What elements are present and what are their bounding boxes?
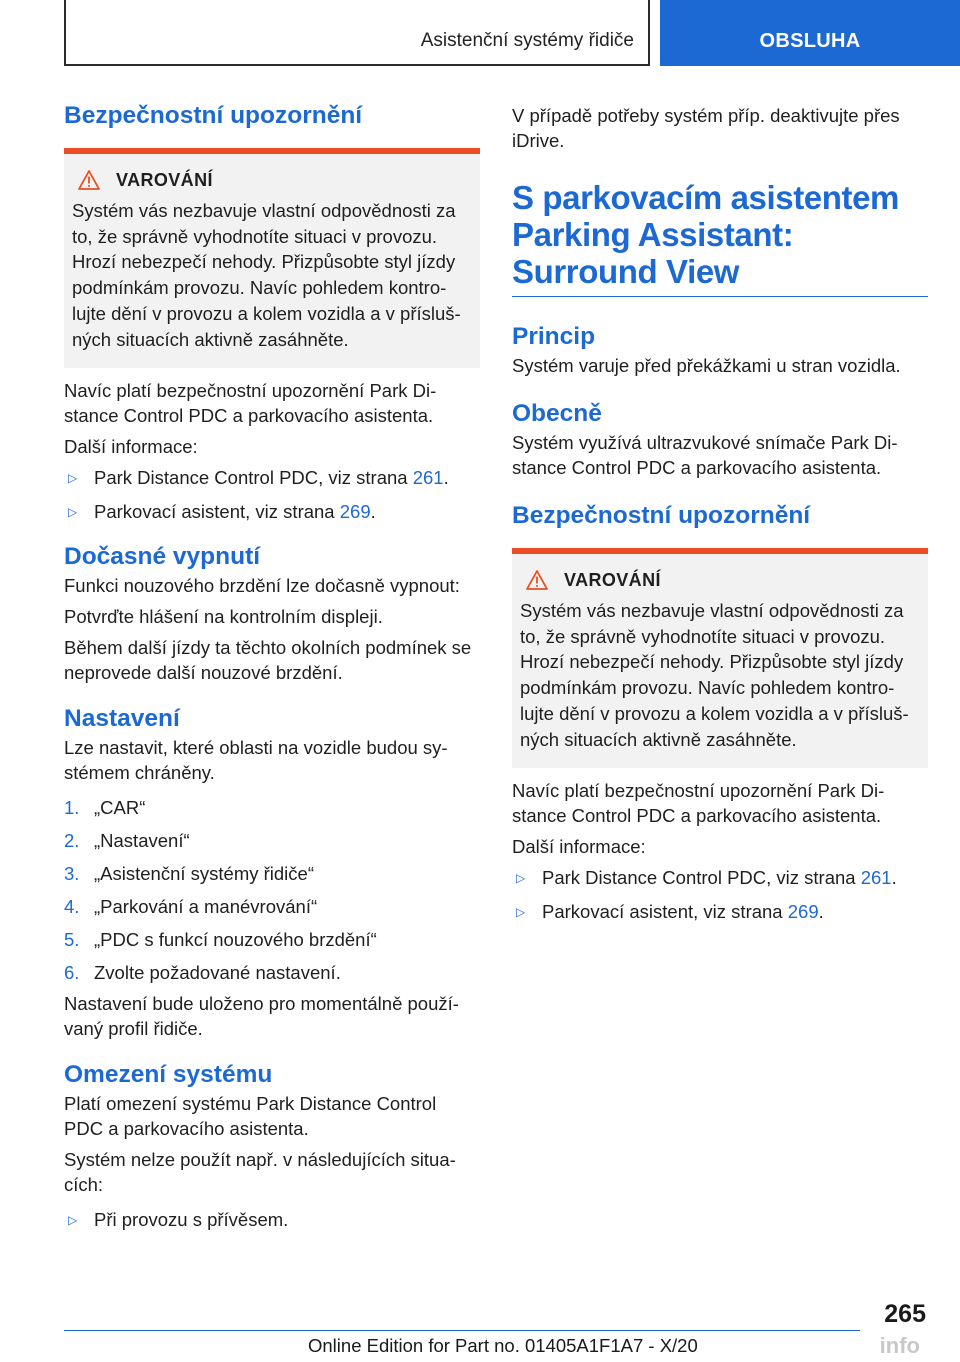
main-heading-line: Parking Assistant: bbox=[512, 216, 794, 253]
limits-text-1: Platí omezení systému Park Distance Control PDC a parkovacího asistenta. bbox=[64, 1093, 437, 1140]
list-item: 3. „Asistenční systémy řidiče“ bbox=[64, 863, 314, 885]
warning-label: VAROVÁNÍ bbox=[116, 169, 213, 190]
settings-heading: Nastavení bbox=[64, 705, 180, 733]
section-title: Asistenční systémy řidiče bbox=[420, 30, 634, 51]
warning-box bbox=[64, 148, 480, 368]
main-heading-line: Surround View bbox=[512, 253, 740, 290]
page-link[interactable]: 269 bbox=[787, 901, 819, 923]
general-text: Systém využívá ultrazvukové snímače Park Di-stance Control PDC a parkovacího asistenta. bbox=[512, 432, 898, 478]
list-item: ▷ Parkovací asistent, viz strana 269. bbox=[64, 499, 480, 525]
footer-rule bbox=[64, 1330, 860, 1331]
header-section-box bbox=[64, 0, 650, 66]
bullet-triangle-icon: ▷ bbox=[68, 471, 78, 486]
limits-list bbox=[64, 1207, 480, 1233]
page-number: 265 bbox=[884, 1300, 926, 1328]
safety-heading: Bezpečnostní upozornění bbox=[512, 502, 811, 529]
list-item: ▷ Parkovací asistent, viz strana 269. bbox=[512, 899, 928, 925]
warning-triangle-icon bbox=[78, 170, 100, 190]
settings-note: Nastavení bude uloženo pro momentálně použí-vaný profil řidiče. bbox=[64, 993, 459, 1040]
pause-text-2: Potvrďte hlášení na kontrolním displeji. bbox=[64, 606, 383, 628]
general-heading: Obecně bbox=[512, 400, 602, 427]
watermark: info bbox=[879, 1333, 920, 1358]
page-link[interactable]: 261 bbox=[412, 467, 444, 489]
chapter-tab-label: OBSLUHA bbox=[759, 30, 861, 52]
warning-text: Systém vás nezbavuje vlastní odpovědnosti za to, že správně vyhodnotíte situaci v provozu. Hrozí nebezpečí nehody. Přizpůsobte styl jízdy podmínkám provozu. Navíc pohledem kontro-lujte dění v provozu a kolem vozidla a v přísluš-ných situacích aktivně zasáhněte. bbox=[520, 600, 909, 750]
settings-steps bbox=[64, 795, 480, 985]
limits-text-2: Systém nelze použít např. v následujících situa-cích: bbox=[64, 1149, 456, 1196]
list-item: ▷ Park Distance Control PDC, viz strana 261. bbox=[64, 465, 480, 491]
pause-heading: Dočasné vypnutí bbox=[64, 543, 261, 571]
pause-text-1: Funkci nouzového brzdění lze dočasně vypnout: bbox=[64, 575, 460, 597]
warning-label: VAROVÁNÍ bbox=[564, 569, 661, 590]
list-item: 6. Zvolte požadované nastavení. bbox=[64, 962, 341, 984]
safety-note: Navíc platí bezpečnostní upozornění Park Di-stance Control PDC a parkovacího asistenta. bbox=[512, 780, 885, 827]
deactivate-text: V případě potřeby systém příp. deaktivujte přes iDrive. bbox=[512, 105, 900, 151]
pause-text-3: Během další jízdy ta těchto okolních podmínek se neprovede další nouzové brzdění. bbox=[64, 637, 472, 684]
warning-header bbox=[78, 168, 470, 192]
main-heading bbox=[512, 179, 928, 290]
more-info-label: Další informace: bbox=[64, 436, 198, 458]
principle-heading: Princip bbox=[512, 323, 596, 350]
chapter-tab[interactable] bbox=[660, 0, 960, 66]
warning-box bbox=[512, 548, 928, 768]
warning-text: Systém vás nezbavuje vlastní odpovědnosti za to, že správně vyhodnotíte situaci v provozu. Hrozí nebezpečí nehody. Přizpůsobte styl jízdy podmínkám provozu. Navíc pohledem kontro-lujte dění v provozu a kolem vozidla a v přísluš-ných situacích aktivně zasáhněte. bbox=[72, 200, 461, 350]
bullet-triangle-icon: ▷ bbox=[516, 905, 526, 920]
bullet-triangle-icon: ▷ bbox=[516, 871, 526, 886]
limits-heading: Omezení systému bbox=[64, 1061, 273, 1089]
list-item: 5. „PDC s funkcí nouzového brzdění“ bbox=[64, 929, 377, 951]
list-item: 2. „Nastavení“ bbox=[64, 830, 190, 852]
principle-text: Systém varuje před překážkami u stran vozidla. bbox=[512, 355, 901, 376]
list-item: 4. „Parkování a manévrování“ bbox=[64, 896, 318, 918]
safety-heading: Bezpečnostní upozornění bbox=[64, 102, 363, 129]
right-column bbox=[512, 100, 928, 925]
bullet-triangle-icon: ▷ bbox=[68, 1213, 78, 1228]
list-item: ▷ Park Distance Control PDC, viz strana 261. bbox=[512, 865, 928, 891]
page-link[interactable]: 269 bbox=[339, 501, 371, 523]
reference-list bbox=[64, 465, 480, 525]
safety-note: Navíc platí bezpečnostní upozornění Park Di-stance Control PDC a parkovacího asistenta. bbox=[64, 380, 437, 427]
list-item: 1. „CAR“ bbox=[64, 797, 146, 819]
edition-text: Online Edition for Part no. 01405A1F1A7 - X/20 bbox=[308, 1335, 698, 1356]
warning-triangle-icon bbox=[526, 570, 548, 590]
list-item: ▷ Při provozu s přívěsem. bbox=[64, 1207, 480, 1233]
more-info-label: Další informace: bbox=[512, 836, 646, 858]
bullet-triangle-icon: ▷ bbox=[68, 505, 78, 520]
left-column bbox=[64, 100, 480, 1233]
warning-header bbox=[526, 568, 918, 592]
settings-intro: Lze nastavit, které oblasti na vozidle budou sy-stémem chráněny. bbox=[64, 737, 448, 784]
page-link[interactable]: 261 bbox=[860, 867, 892, 889]
heading-rule bbox=[512, 296, 928, 297]
reference-list bbox=[512, 865, 928, 925]
main-heading-line: S parkovacím asistentem bbox=[512, 179, 899, 216]
